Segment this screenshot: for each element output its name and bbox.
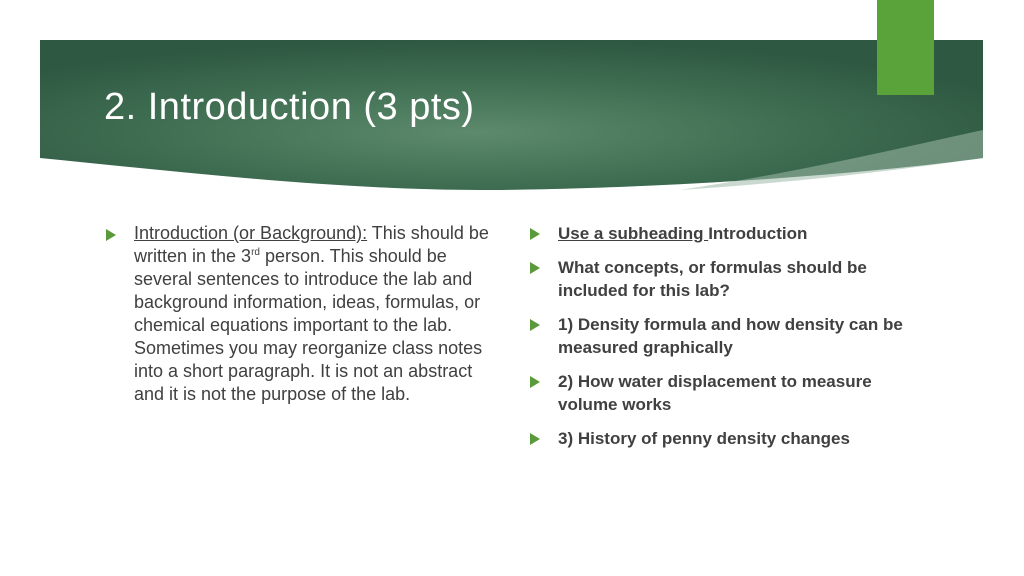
triangle-bullet-icon — [530, 433, 540, 445]
list-item — [528, 256, 928, 302]
accent-tab — [877, 0, 934, 95]
list-item-text: Introduction — [708, 224, 808, 243]
right-column — [528, 222, 928, 461]
list-item-text: What concepts, or formulas should be included for this lab? — [558, 258, 867, 300]
list-item-text: 2) How water displacement to measure volume works — [558, 372, 872, 414]
list-item — [528, 222, 928, 245]
list-item — [528, 427, 928, 450]
ordinal-superscript: rd — [251, 247, 260, 258]
triangle-bullet-icon — [106, 229, 116, 241]
intro-lead: Introduction (or Background): — [134, 223, 368, 243]
intro-text-b: person. This should be several sentences to introduce the lab and background information, ideas, formulas, or chemical equations important to the lab. Sometimes you may reorganize class notes into a short paragraph. It is not an abstract and it is not the purpose of the lab. — [134, 246, 483, 404]
list-item-text: 3) History of penny density changes — [558, 429, 850, 448]
list-item — [528, 313, 928, 359]
triangle-bullet-icon — [530, 228, 540, 240]
triangle-bullet-icon — [530, 319, 540, 331]
subheading-label: Use a subheading — [558, 224, 709, 243]
left-column — [104, 222, 504, 406]
list-item-text: 1) Density formula and how density can be measured graphically — [558, 315, 903, 357]
list-item — [104, 222, 504, 406]
intro-paragraph — [134, 222, 504, 406]
triangle-bullet-icon — [530, 262, 540, 274]
list-item — [528, 370, 928, 416]
triangle-bullet-icon — [530, 376, 540, 388]
slide-title: 2. Introduction (3 pts) — [104, 86, 475, 128]
intro-text-a: This should be written in the 3 — [134, 223, 489, 266]
